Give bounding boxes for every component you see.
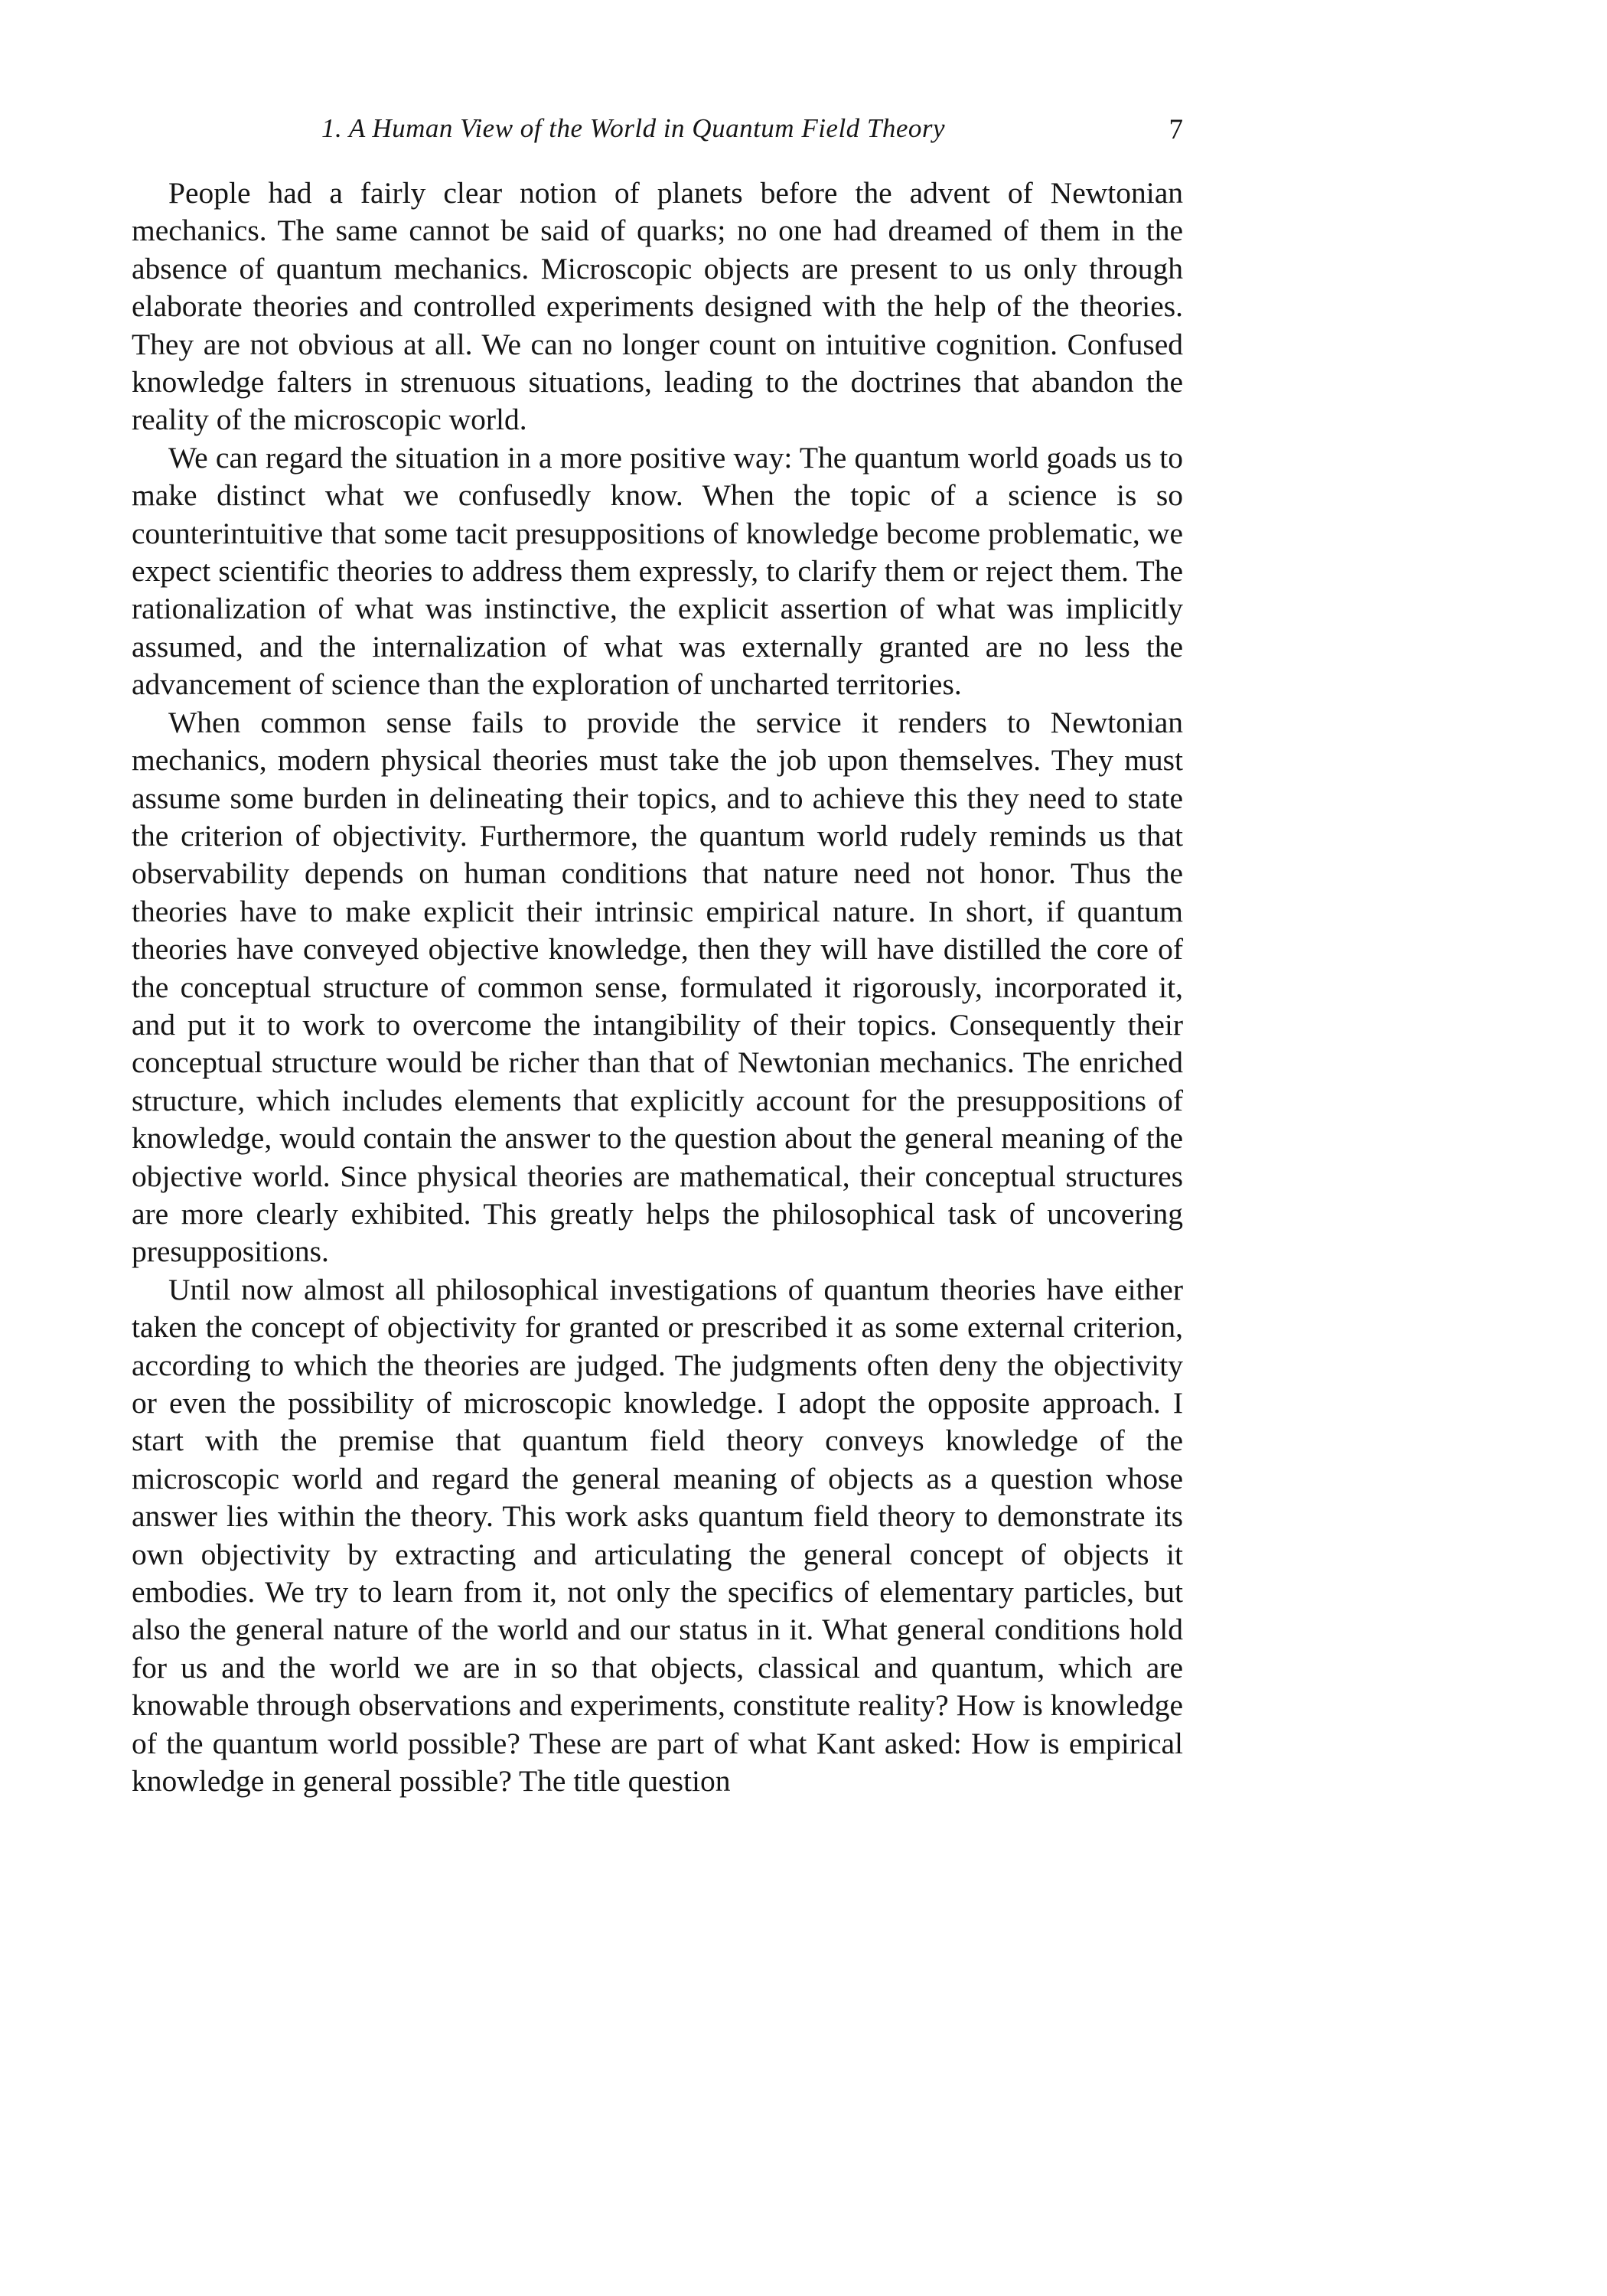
paragraph-4: Until now almost all philosophical investigations of quantum theories have either taken the concept of objectivity for granted or prescribed it as some external criterion, according to which the theories are judged. The judgments often deny the objectivity or even the possibility of microscopic knowledge. I adopt the opposite approach. I start with the premise that quantum field theory conveys knowledge of the microscopic world and regard the general meaning of objects as a question whose answer lies within the theory. This work asks quantum field theory to demonstrate its own objectivity by extracting and articulating the general concept of objects it embodies. We try to learn from it, not only the specifics of elementary particles, but also the general nature of the world and our status in it. What general conditions hold for us and the world we are in so that objects, classical and quantum, which are knowable through observations and experiments, constitute reality? How is knowledge of the quantum world possible? These are part of what Kant asked: How is empirical knowledge in general possible? The title question (132, 1272, 1183, 1799)
running-title: 1. A Human View of the World in Quantum Field Theory (321, 113, 946, 143)
paragraph-1: People had a fairly clear notion of planets before the advent of Newtonian mechanics. The same cannot be said of quarks; no one had dreamed of them in the absence of quantum mechanics. Microscopic objects are present to us only through elaborate theories and controlled experiments designed with the help of the theories. They are not obvious at all. We can no longer count on intuitive cognition. Confused knowledge falters in strenuous situations, leading to the doctrines that abandon the reality of the microscopic world. (132, 176, 1183, 437)
running-head (132, 113, 1183, 152)
page-number: 7 (1169, 114, 1183, 145)
paragraph-3: When common sense fails to provide the service it renders to Newtonian mechanics, modern physical theories must take the job upon themselves. They must assume some burden in delineating their topics, and to achieve this they need to state the criterion of objectivity. Furthermore, the quantum world rudely reminds us that observability depends on human conditions that nature need not honor. Thus the theories have to make explicit their intrinsic empirical nature. In short, if quantum theories have conveyed objective knowledge, then they will have distilled the core of the conceptual structure of common sense, formulated it rigorously, incorporated it, and put it to work to overcome the intangibility of their topics. Consequently their conceptual structure would be richer than that of Newtonian mechanics. The enriched structure, which includes elements that explicitly account for the presuppositions of knowledge, would contain the answer to the question about the general meaning of the objective world. Since physical theories are mathematical, their conceptual structures are more clearly exhibited. This greatly helps the philosophical task of uncovering presuppositions. (132, 705, 1183, 1269)
body-text (132, 174, 1183, 1800)
paragraph-2: We can regard the situation in a more positive way: The quantum world goads us to make distinct what we confusedly know. When the topic of a science is so counterintuitive that some tacit presuppositions of knowledge become problematic, we expect scientific theories to address them expressly, to clarify them or reject them. The rationalization of what was instinctive, the explicit assertion of what was implicitly assumed, and the internalization of what was externally granted are no less the advancement of science than the exploration of uncharted territories. (132, 440, 1183, 702)
